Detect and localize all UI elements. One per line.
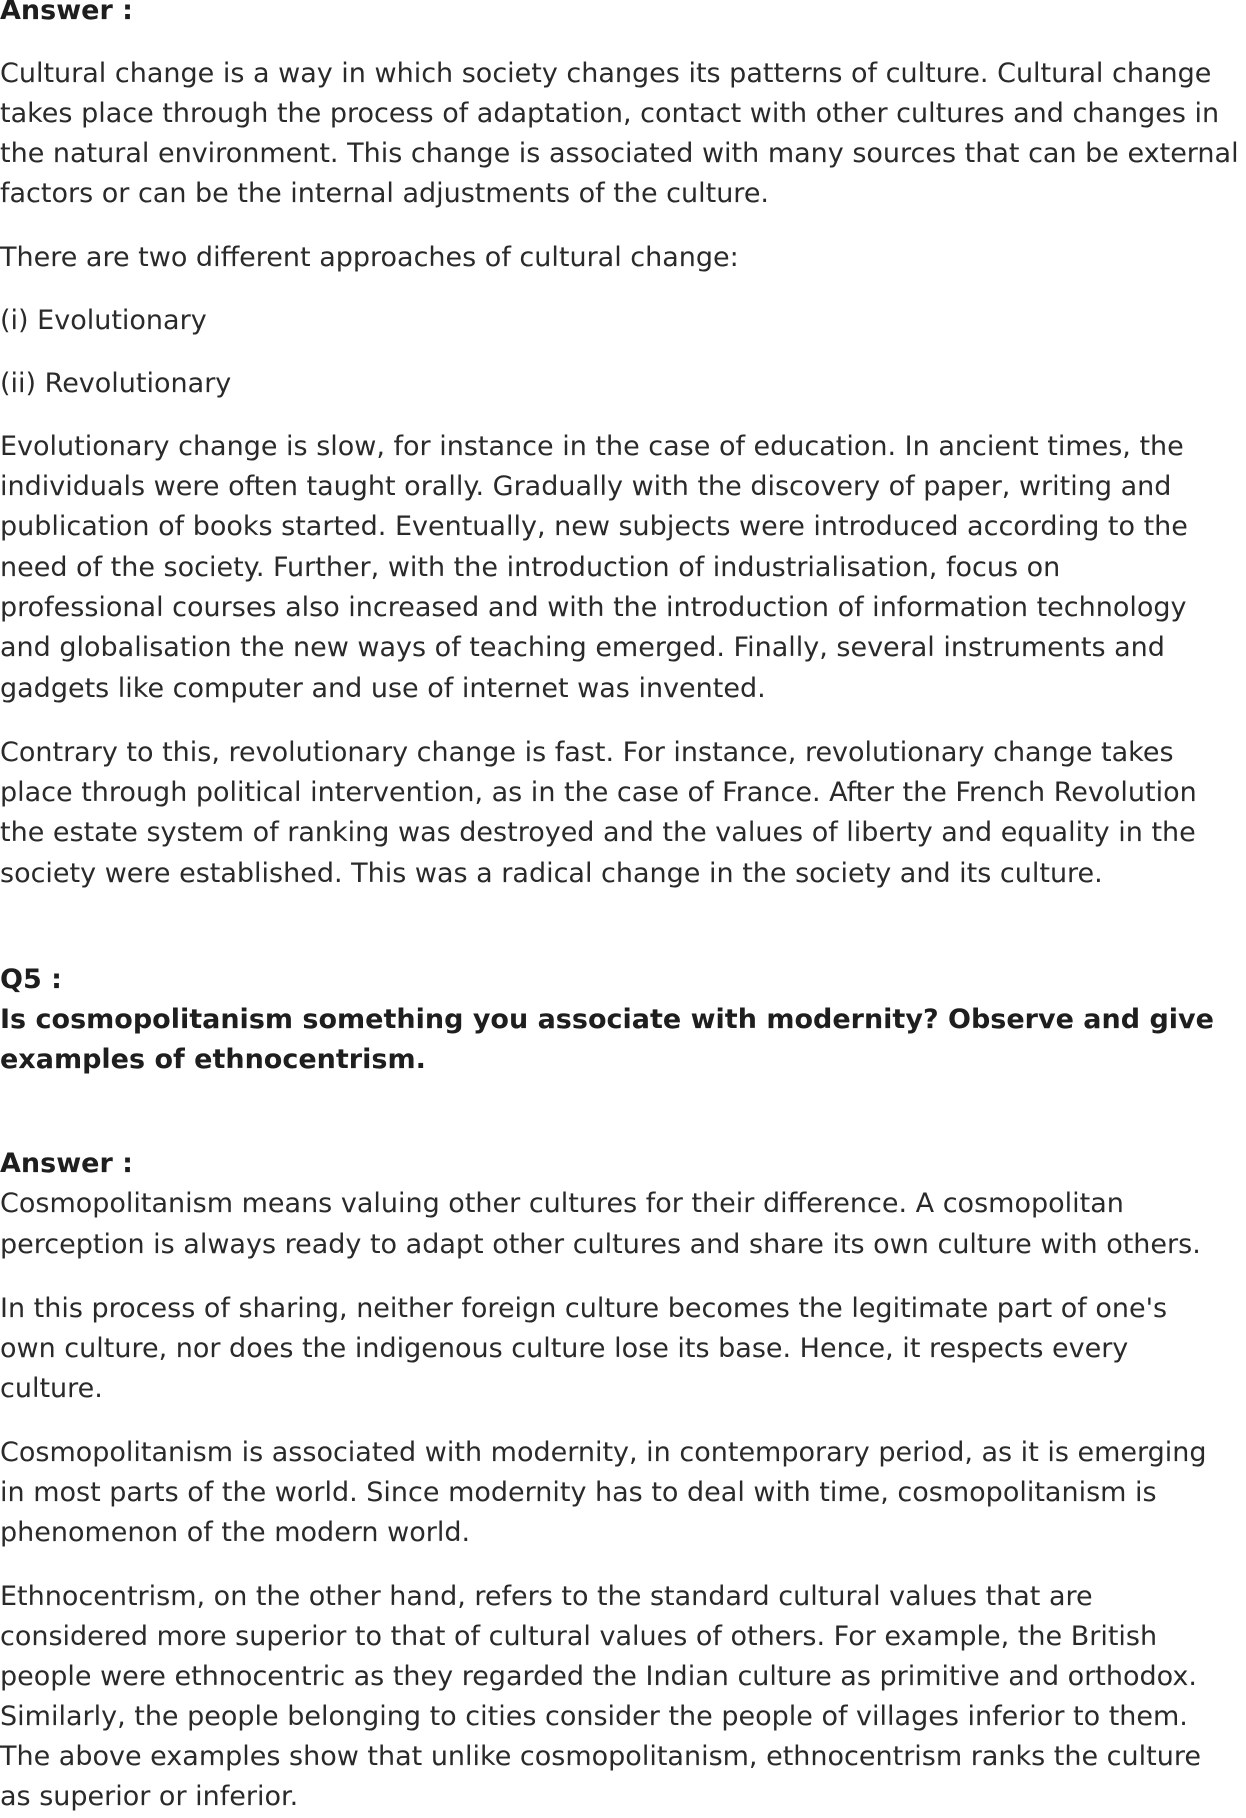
paragraph-line: Contrary to this, revolutionary change is fast. For instance, revolutionary change takes [0, 737, 1174, 768]
paragraph-line: considered more superior to that of cultural values of others. For example, the British [0, 1621, 1158, 1652]
paragraph-line: publication of books started. Eventually, new subjects were introduced according to the [0, 511, 1188, 542]
paragraph-line: Cosmopolitanism means valuing other cultures for their difference. A cosmopolitan [0, 1188, 1124, 1219]
paragraph-line: people were ethnocentric as they regarded the Indian culture as primitive and orthodox. [0, 1661, 1197, 1692]
paragraph-line: as superior or inferior. [0, 1781, 299, 1812]
question-number: Q5 : [0, 964, 62, 995]
list-item-revolutionary: (ii) Revolutionary [0, 368, 232, 399]
paragraph-line: Similarly, the people belonging to cities consider the people of villages inferior to them. [0, 1701, 1188, 1732]
paragraph-line: the natural environment. This change is associated with many sources that can be external [0, 138, 1239, 169]
paragraph-line: takes place through the process of adaptation, contact with other cultures and changes in [0, 98, 1220, 129]
paragraph-line: Ethnocentrism, on the other hand, refers to the standard cultural values that are [0, 1581, 1093, 1612]
paragraph-line: phenomenon of the modern world. [0, 1517, 471, 1548]
paragraph-line: culture. [0, 1373, 103, 1404]
paragraph-line: factors or can be the internal adjustments of the culture. [0, 178, 770, 209]
paragraph-line: In this process of sharing, neither foreign culture becomes the legitimate part of one's [0, 1293, 1168, 1324]
paragraph-line: perception is always ready to adapt other cultures and share its own culture with others. [0, 1229, 1201, 1260]
paragraph-line: There are two different approaches of cultural change: [0, 242, 739, 273]
paragraph-line: in most parts of the world. Since modernity has to deal with time, cosmopolitanism is [0, 1477, 1157, 1508]
paragraph-line: individuals were often taught orally. Gradually with the discovery of paper, writing and [0, 471, 1172, 502]
paragraph-line: professional courses also increased and with the introduction of information technology [0, 592, 1187, 623]
paragraph-line: need of the society. Further, with the introduction of industrialisation, focus on [0, 552, 1061, 583]
paragraph-line: society were established. This was a radical change in the society and its culture. [0, 858, 1103, 889]
question-text-line: Is cosmopolitanism something you associate with modernity? Observe and give [0, 1004, 1214, 1035]
paragraph-line: place through political intervention, as in the case of France. After the French Revolution [0, 777, 1197, 808]
question-text-line: examples of ethnocentrism. [0, 1044, 426, 1075]
answer-label: Answer : [0, 0, 133, 26]
paragraph-line: the estate system of ranking was destroyed and the values of liberty and equality in the [0, 817, 1196, 848]
paragraph-line: The above examples show that unlike cosmopolitanism, ethnocentrism ranks the culture [0, 1741, 1201, 1772]
paragraph-line: gadgets like computer and use of internet was invented. [0, 673, 766, 704]
paragraph-line: Evolutionary change is slow, for instance in the case of education. In ancient times, the [0, 431, 1184, 462]
paragraph-line: own culture, nor does the indigenous culture lose its base. Hence, it respects every [0, 1333, 1129, 1364]
paragraph-line: and globalisation the new ways of teaching emerged. Finally, several instruments and [0, 632, 1165, 663]
paragraph-line: Cultural change is a way in which society changes its patterns of culture. Cultural change [0, 58, 1212, 89]
answer-label: Answer : [0, 1148, 133, 1179]
paragraph-line: Cosmopolitanism is associated with modernity, in contemporary period, as it is emerging [0, 1437, 1207, 1468]
list-item-evolutionary: (i) Evolutionary [0, 305, 207, 336]
